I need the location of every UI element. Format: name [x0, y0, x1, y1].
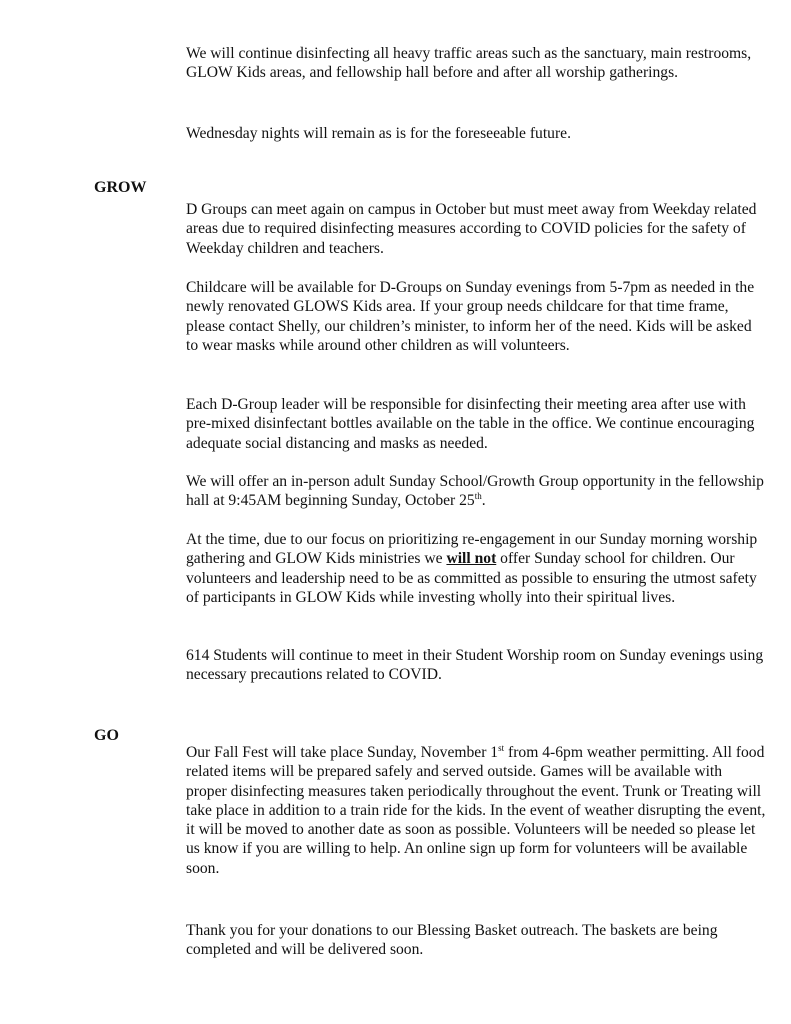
grow-dgroups-paragraph: D Groups can meet again on campus in October but must meet away from Weekday related areas due to required disinfecting measures according to COVID policies for the safety of Weekday children and teachers. [186, 201, 757, 257]
will-not-emphasis: will not [446, 550, 497, 568]
grow-sunday-school-text: We will offer an in-person adult Sunday School/Growth Group opportunity in the fellowship hall at 9:45AM beginning Sunday, October 25 [186, 473, 764, 510]
go-fall-fest-text-before: Our Fall Fest will take place Sunday, November 1 [186, 744, 499, 761]
ordinal-suffix: th [474, 491, 482, 502]
grow-students-paragraph: 614 Students will continue to meet in their Student Worship room on Sunday evenings using necessary precautions related to COVID. [186, 647, 764, 684]
go-fall-fest-paragraph [186, 743, 766, 878]
grow-heading: GROW [94, 179, 147, 196]
grow-children-paragraph [186, 530, 766, 607]
go-fall-fest-text-after: from 4-6pm weather permitting. All food related items will be prepared safely and served outside. Games will be available with proper disinfecting measures taken periodically throughout the event. Trunk or Treating will take place in addition to a train ride for the kids. In the event of weather disrupting the event, it will be moved to another date as soon as possible. Volunteers will be needed so please let us know if you are willing to help. An online sign up form for volunteers will be available soon. [186, 744, 766, 877]
ordinal-suffix: st [498, 742, 505, 753]
intro-wednesday-paragraph: Wednesday nights will remain as is for the foreseeable future. [186, 125, 571, 142]
grow-children-text-after: offer Sunday school for children. Our volunteers and leadership need to be as committed as possible to ensuring the utmost safety of participants in GLOW Kids while investing wholly into their spiritual lives. [186, 550, 757, 606]
grow-children-text-before: At the time, due to our focus on prioritizing re-engagement in our Sunday morning worship gathering and GLOW Kids ministries we [186, 531, 758, 568]
go-heading: GO [94, 727, 119, 744]
grow-sunday-school-paragraph [186, 472, 766, 511]
intro-disinfecting-paragraph: We will continue disinfecting all heavy traffic areas such as the sanctuary, main restrooms, GLOW Kids areas, and fellowship hall before and after all worship gatherings. [186, 45, 752, 82]
go-blessing-basket-paragraph: Thank you for your donations to our Blessing Basket outreach. The baskets are being completed and will be delivered soon. [186, 922, 718, 959]
grow-disinfecting-paragraph: Each D-Group leader will be responsible for disinfecting their meeting area after use with pre-mixed disinfectant bottles available on the table in the office. We continue encouraging adequate social distancing and masks as needed. [186, 396, 755, 452]
sentence-end: . [481, 492, 486, 510]
grow-childcare-paragraph: Childcare will be available for D-Groups on Sunday evenings from 5-7pm as needed in the newly renovated GLOWS Kids area. If your group needs childcare for that time frame, please contact Shelly, our children’s minister, to inform her of the need. Kids will be asked to wear masks while around other children as will volunteers. [186, 279, 755, 354]
